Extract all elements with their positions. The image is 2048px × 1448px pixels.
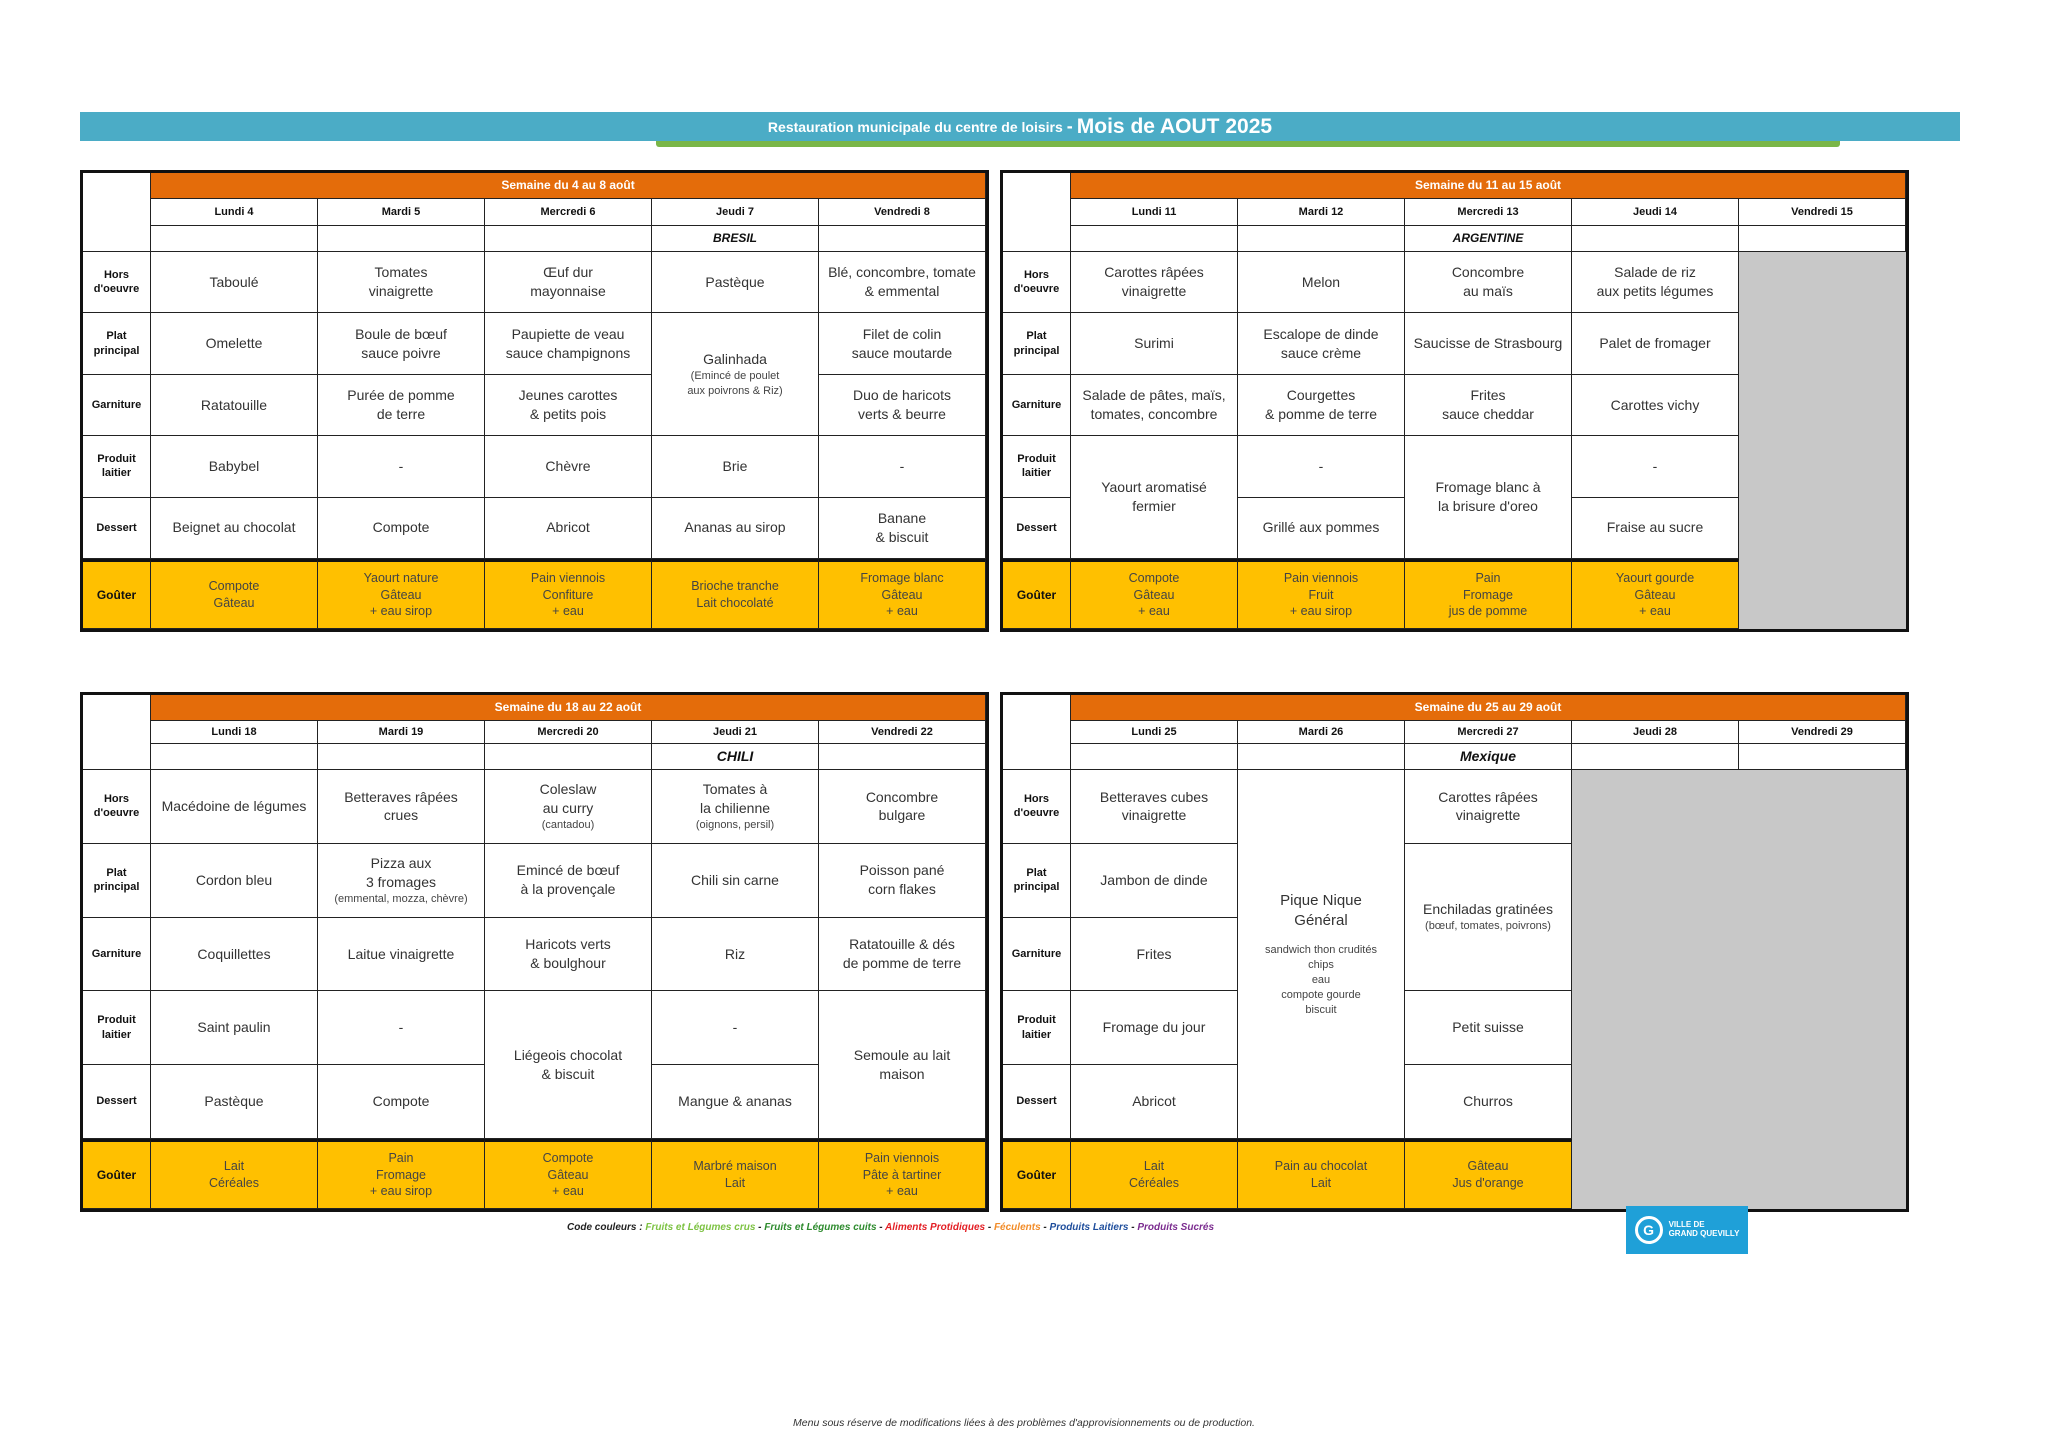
menu-cell: Saucisse de Strasbourg xyxy=(1405,313,1572,374)
day-header: Mercredi 27 xyxy=(1405,721,1572,744)
menu-cell: - xyxy=(1572,436,1739,497)
menu-cell: Betteraves râpées crues xyxy=(318,770,485,844)
gouter-cell: Fromage blanc Gâteau + eau xyxy=(819,559,986,629)
title-dash: - xyxy=(1066,116,1073,136)
menu-cell: Omelette xyxy=(151,313,318,374)
day-header: Jeudi 14 xyxy=(1572,199,1739,226)
row-label-dessert: Dessert xyxy=(83,1065,151,1139)
week-header: Semaine du 11 au 15 août xyxy=(1071,173,1906,199)
day-header: Jeudi 7 xyxy=(652,199,819,226)
menu-cell: Courgettes & pomme de terre xyxy=(1238,375,1405,436)
theme-cell: CHILI xyxy=(652,744,819,770)
gouter-cell: Pain Fromage + eau sirop xyxy=(318,1139,485,1209)
menu-cell: Cordon bleu xyxy=(151,844,318,918)
title-bar xyxy=(80,112,1960,141)
menu-cell: Salade de riz aux petits légumes xyxy=(1572,252,1739,313)
city-logo xyxy=(1626,1206,1748,1254)
row-label-garniture: Garniture xyxy=(83,918,151,992)
theme-cell xyxy=(151,226,318,252)
legend-item: Fruits et Légumes crus xyxy=(645,1222,756,1233)
menu-cell: Frites xyxy=(1071,918,1238,992)
theme-cell xyxy=(1071,744,1238,770)
gouter-cell: Gâteau Jus d'orange xyxy=(1405,1139,1572,1209)
menu-cell: Abricot xyxy=(485,498,652,559)
menu-cell: Carottes râpées vinaigrette xyxy=(1405,770,1572,844)
menu-cell: Surimi xyxy=(1071,313,1238,374)
menu-cell: - xyxy=(318,991,485,1065)
theme-cell xyxy=(318,226,485,252)
menu-cell: - xyxy=(1238,436,1405,497)
day-header: Lundi 11 xyxy=(1071,199,1238,226)
menu-cell: Palet de fromager xyxy=(1572,313,1739,374)
menu-cell: Grillé aux pommes xyxy=(1238,498,1405,559)
menu-cell: Chèvre xyxy=(485,436,652,497)
menu-cell: - xyxy=(652,991,819,1065)
legend-item: Féculents xyxy=(993,1222,1041,1233)
gouter-cell: Pain viennois Pâte à tartiner + eau xyxy=(819,1139,986,1209)
day-header: Lundi 25 xyxy=(1071,721,1238,744)
menu-cell: Petit suisse xyxy=(1405,991,1572,1065)
dish-note: (cantadou) xyxy=(541,818,595,831)
menu-cell: Brie xyxy=(652,436,819,497)
row-label-dessert: Dessert xyxy=(1003,1065,1071,1139)
gouter-cell: Pain Fromage jus de pomme xyxy=(1405,559,1572,629)
menu-cell: Abricot xyxy=(1071,1065,1238,1139)
day-header: Vendredi 29 xyxy=(1739,721,1906,744)
week-table-4 xyxy=(1000,692,1909,1212)
menu-cell: Carottes vichy xyxy=(1572,375,1739,436)
dish-note: (Emincé de poulet aux poivrons & Riz) xyxy=(687,369,783,397)
day-header: Mercredi 13 xyxy=(1405,199,1572,226)
theme-cell xyxy=(1739,226,1906,252)
theme-cell: BRESIL xyxy=(652,226,819,252)
gouter-cell: Lait Céréales xyxy=(151,1139,318,1209)
menu-cell: Jeunes carottes & petits pois xyxy=(485,375,652,436)
logo-text xyxy=(1669,1221,1740,1239)
menu-cell xyxy=(485,770,652,844)
picnic-items: sandwich thon crudités chips eau compote gourde biscuit xyxy=(1265,944,1377,1016)
menu-cell: Poisson pané corn flakes xyxy=(819,844,986,918)
theme-cell xyxy=(819,744,986,770)
legend-item: Produits Sucrés xyxy=(1137,1222,1215,1233)
menu-cell: Filet de colin sauce moutarde xyxy=(819,313,986,374)
week-table-1 xyxy=(80,170,989,632)
row-label-dessert: Dessert xyxy=(83,498,151,559)
menu-cell: - xyxy=(318,436,485,497)
menu-cell: Paupiette de veau sauce champignons xyxy=(485,313,652,374)
menu-cell: Salade de pâtes, maïs, tomates, concombre xyxy=(1071,375,1238,436)
week-header: Semaine du 18 au 22 août xyxy=(151,695,986,721)
menu-cell: Fraise au sucre xyxy=(1572,498,1739,559)
menu-cell: Boule de bœuf sauce poivre xyxy=(318,313,485,374)
gouter-cell: Compote Gâteau xyxy=(151,559,318,629)
menu-cell: Escalope de dinde sauce crème xyxy=(1238,313,1405,374)
menu-cell-merged: Semoule au lait maison xyxy=(819,991,986,1139)
menu-cell-merged: Fromage blanc à la brisure d'oreo xyxy=(1405,436,1572,559)
dish-name: Pizza aux 3 fromages xyxy=(365,854,437,890)
row-label-garniture: Garniture xyxy=(1003,918,1071,992)
gouter-cell: Yaourt nature Gâteau + eau sirop xyxy=(318,559,485,629)
legend-sep: - xyxy=(876,1222,886,1233)
theme-cell xyxy=(318,744,485,770)
row-label-hors: Hors d'oeuvre xyxy=(83,770,151,844)
row-label-gouter: Goûter xyxy=(1003,559,1071,629)
corner-cell xyxy=(1003,173,1071,252)
day-header: Mardi 5 xyxy=(318,199,485,226)
row-label-gouter: Goûter xyxy=(83,559,151,629)
theme-cell: ARGENTINE xyxy=(1405,226,1572,252)
legend-prefix: Code couleurs : xyxy=(567,1222,643,1233)
menu-cell: Mangue & ananas xyxy=(652,1065,819,1139)
menu-cell: Coquillettes xyxy=(151,918,318,992)
menu-cell: Purée de pomme de terre xyxy=(318,375,485,436)
corner-cell xyxy=(83,173,151,252)
theme-cell xyxy=(151,744,318,770)
theme-cell xyxy=(485,226,652,252)
menu-cell: Haricots verts & boulghour xyxy=(485,918,652,992)
gouter-cell: Pain viennois Fruit + eau sirop xyxy=(1238,559,1405,629)
legend-sep: - xyxy=(755,1222,765,1233)
gouter-cell: Compote Gâteau + eau xyxy=(1071,559,1238,629)
menu-cell xyxy=(318,844,485,918)
gouter-cell: Lait Céréales xyxy=(1071,1139,1238,1209)
menu-cell-merged xyxy=(1405,844,1572,992)
menu-cell: Jambon de dinde xyxy=(1071,844,1238,918)
menu-cell: Compote xyxy=(318,1065,485,1139)
menu-cell: Ratatouille & dés de pomme de terre xyxy=(819,918,986,992)
menu-cell: Laitue vinaigrette xyxy=(318,918,485,992)
row-label-hors: Hors d'oeuvre xyxy=(1003,770,1071,844)
menu-cell: Pastèque xyxy=(652,252,819,313)
legend-sep: - xyxy=(985,1222,994,1233)
theme-cell xyxy=(1238,226,1405,252)
menu-cell: Taboulé xyxy=(151,252,318,313)
row-label-dessert: Dessert xyxy=(1003,498,1071,559)
menu-cell: Blé, concombre, tomate & emmental xyxy=(819,252,986,313)
row-label-garniture: Garniture xyxy=(1003,375,1071,436)
menu-cell: Carottes râpées vinaigrette xyxy=(1071,252,1238,313)
gouter-cell: Pain viennois Confiture + eau xyxy=(485,559,652,629)
row-label-plat: Plat principal xyxy=(1003,313,1071,374)
color-legend xyxy=(567,1222,1214,1233)
legend-sep: - xyxy=(1128,1222,1138,1233)
menu-cell-merged: Yaourt aromatisé fermier xyxy=(1071,436,1238,559)
theme-cell xyxy=(1572,744,1739,770)
gouter-cell: Marbré maison Lait xyxy=(652,1139,819,1209)
logo-line: GRAND QUEVILLY xyxy=(1668,1229,1740,1238)
corner-cell xyxy=(1003,695,1071,770)
theme-cell xyxy=(1238,744,1405,770)
menu-cell: Melon xyxy=(1238,252,1405,313)
week-table-2 xyxy=(1000,170,1909,632)
logo-g-icon: G xyxy=(1635,1216,1663,1244)
menu-cell: Beignet au chocolat xyxy=(151,498,318,559)
menu-cell: Ananas au sirop xyxy=(652,498,819,559)
dish-name: Galinhada xyxy=(703,351,767,367)
row-label-plat: Plat principal xyxy=(83,313,151,374)
menu-cell: Duo de haricots verts & beurre xyxy=(819,375,986,436)
day-header: Mercredi 6 xyxy=(485,199,652,226)
week-header: Semaine du 4 au 8 août xyxy=(151,173,986,199)
day-header: Mardi 26 xyxy=(1238,721,1405,744)
dish-name: Tomates à la chilienne xyxy=(699,781,771,816)
legend-sep: - xyxy=(1040,1222,1050,1233)
row-label-gouter: Goûter xyxy=(1003,1139,1071,1209)
dish-note: (oignons, persil) xyxy=(695,818,775,831)
menu-cell: Banane & biscuit xyxy=(819,498,986,559)
menu-cell: Œuf dur mayonnaise xyxy=(485,252,652,313)
day-header: Jeudi 28 xyxy=(1572,721,1739,744)
row-label-garniture: Garniture xyxy=(83,375,151,436)
menu-cell: Pastèque xyxy=(151,1065,318,1139)
closed-day-block xyxy=(1739,252,1906,629)
dish-name: Enchiladas gratinées xyxy=(1423,901,1553,918)
menu-cell: Compote xyxy=(318,498,485,559)
row-label-produit: Produit laitier xyxy=(1003,436,1071,497)
menu-cell: Riz xyxy=(652,918,819,992)
menu-cell: Tomates vinaigrette xyxy=(318,252,485,313)
menu-cell: Frites sauce cheddar xyxy=(1405,375,1572,436)
closed-day-block xyxy=(1572,770,1906,1209)
corner-cell xyxy=(83,695,151,770)
menu-cell: Chili sin carne xyxy=(652,844,819,918)
menu-cell: Emincé de bœuf à la provençale xyxy=(485,844,652,918)
title-underline xyxy=(656,141,1840,147)
menu-cell: - xyxy=(819,436,986,497)
dish-note: (bœuf, tomates, poivrons) xyxy=(1425,920,1551,933)
menu-cell-merged xyxy=(652,313,819,436)
menu-cell: Fromage du jour xyxy=(1071,991,1238,1065)
theme-cell xyxy=(1071,226,1238,252)
theme-cell xyxy=(819,226,986,252)
menu-cell: Betteraves cubes vinaigrette xyxy=(1071,770,1238,844)
day-header: Lundi 4 xyxy=(151,199,318,226)
week-table-3 xyxy=(80,692,989,1212)
day-header: Mardi 19 xyxy=(318,721,485,744)
week-header: Semaine du 25 au 29 août xyxy=(1071,695,1906,721)
row-label-hors: Hors d'oeuvre xyxy=(1003,252,1071,313)
day-header: Lundi 18 xyxy=(151,721,318,744)
day-header: Jeudi 21 xyxy=(652,721,819,744)
row-label-gouter: Goûter xyxy=(83,1139,151,1209)
row-label-produit: Produit laitier xyxy=(83,436,151,497)
legend-item: Aliments Protidiques xyxy=(885,1222,986,1233)
theme-cell xyxy=(485,744,652,770)
menu-cell: Saint paulin xyxy=(151,991,318,1065)
menu-cell-merged: Liégeois chocolat & biscuit xyxy=(485,991,652,1139)
title-left: Restauration municipale du centre de loisirs xyxy=(767,118,1063,135)
row-label-produit: Produit laitier xyxy=(83,991,151,1065)
menu-cell xyxy=(652,770,819,844)
theme-cell xyxy=(1572,226,1739,252)
row-label-plat: Plat principal xyxy=(83,844,151,918)
menu-cell: Babybel xyxy=(151,436,318,497)
day-header: Mardi 12 xyxy=(1238,199,1405,226)
menu-cell: Ratatouille xyxy=(151,375,318,436)
dish-note: (emmental, mozza, chèvre) xyxy=(334,892,468,905)
logo-line: VILLE DE xyxy=(1668,1220,1705,1230)
day-header: Vendredi 22 xyxy=(819,721,986,744)
menu-cell: Concombre bulgare xyxy=(819,770,986,844)
menu-cell: Concombre au maïs xyxy=(1405,252,1572,313)
theme-cell: Mexique xyxy=(1405,744,1572,770)
day-header: Mercredi 20 xyxy=(485,721,652,744)
row-label-hors: Hors d'oeuvre xyxy=(83,252,151,313)
menu-cell: Macédoine de légumes xyxy=(151,770,318,844)
legend-item: Fruits et Légumes cuits xyxy=(764,1222,877,1233)
dish-name: Coleslaw au curry xyxy=(539,781,597,816)
theme-cell xyxy=(1739,744,1906,770)
menu-cell: Churros xyxy=(1405,1065,1572,1139)
day-header: Vendredi 8 xyxy=(819,199,986,226)
day-header: Vendredi 15 xyxy=(1739,199,1906,226)
picnic-title: Pique Nique Général xyxy=(1280,891,1362,929)
gouter-cell: Yaourt gourde Gâteau + eau xyxy=(1572,559,1739,629)
legend-item: Produits Laitiers xyxy=(1049,1222,1129,1233)
gouter-cell: Compote Gâteau + eau xyxy=(485,1139,652,1209)
row-label-plat: Plat principal xyxy=(1003,844,1071,918)
picnic-cell xyxy=(1238,770,1405,1139)
gouter-cell: Brioche tranche Lait chocolaté xyxy=(652,559,819,629)
title-month: Mois de AOUT 2025 xyxy=(1076,114,1273,138)
footer-disclaimer: Menu sous réserve de modifications liées à des problèmes d'approvisionnements ou de production. xyxy=(793,1417,1255,1429)
row-label-produit: Produit laitier xyxy=(1003,991,1071,1065)
gouter-cell: Pain au chocolat Lait xyxy=(1238,1139,1405,1209)
